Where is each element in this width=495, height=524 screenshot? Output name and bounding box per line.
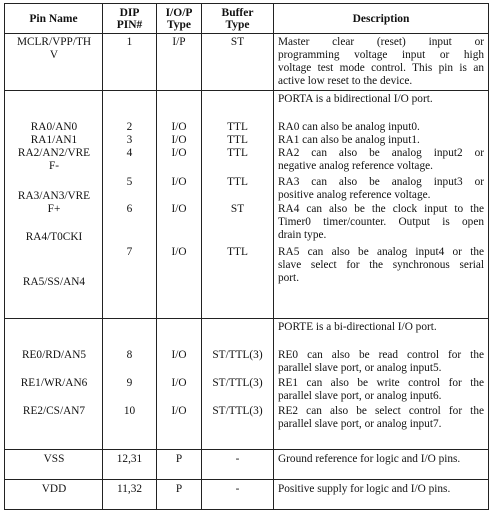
table-row-porte: [5, 319, 489, 450]
cell-buffer: -: [202, 480, 274, 510]
cell-description: Master clear (reset) input or programming voltage input or high voltage test mode control. This pin is an active low reset to the device.: [274, 34, 489, 91]
table-row-mclr: [5, 34, 489, 91]
cell-pin: 11,32: [103, 480, 157, 510]
cell-description: Ground reference for logic and I/O pins.: [274, 450, 489, 480]
cell-description: PORTE is a bi-directional I/O port. RE0 can also be read control for the parallel slave port, or analog input5. RE1 can also be write control for the parallel slave port, or analog input6. RE2 can also be select control for the parallel slave port, or analog input7.: [274, 319, 489, 450]
cell-io: I/O I/O I/O: [157, 319, 202, 450]
cell-pin: 2 3 4 5 6 7: [103, 91, 157, 319]
table-row-vss: [5, 450, 489, 480]
header-row: [5, 4, 489, 34]
header-buffer-type: Buffer Type: [202, 4, 274, 34]
cell-pin: 8 9 10: [103, 319, 157, 450]
cell-name: RA0/AN0 RA1/AN1 RA2/AN2/VRE F- RA3/AN3/VRE F+ RA4/T0CKI RA5/SS/AN4: [5, 91, 103, 319]
cell-io: I/O I/O I/O I/O I/O I/O: [157, 91, 202, 319]
cell-buffer: -: [202, 450, 274, 480]
header-io-type: I/O/P Type: [157, 4, 202, 34]
header-dip-pin: DIP PIN#: [103, 4, 157, 34]
header-description: Description: [274, 4, 489, 34]
pin-table: [4, 3, 489, 510]
cell-name: RE0/RD/AN5 RE1/WR/AN6 RE2/CS/AN7: [5, 319, 103, 450]
cell-name: MCLR/VPP/TH V: [5, 34, 103, 91]
header-pin-name: Pin Name: [5, 4, 103, 34]
cell-pin: 1: [103, 34, 157, 91]
cell-buffer: ST: [202, 34, 274, 91]
table-row-vdd: [5, 480, 489, 510]
cell-io: P: [157, 450, 202, 480]
cell-io: I/P: [157, 34, 202, 91]
cell-buffer: ST/TTL(3) ST/TTL(3) ST/TTL(3): [202, 319, 274, 450]
cell-name: VSS: [5, 450, 103, 480]
cell-description: Positive supply for logic and I/O pins.: [274, 480, 489, 510]
cell-buffer: TTL TTL TTL TTL ST TTL: [202, 91, 274, 319]
cell-description: PORTA is a bidirectional I/O port. RA0 can also be analog input0. RA1 can also be analog input1. RA2 can also be analog input2 or negative analog reference voltage. RA3 can also be analog input3 or positive analog reference voltage. RA4 can also be the clock input to the Timer0 timer/counter. Output is open drain type. RA5 can also be analog input4 or the slave select for the synchronous serial port.: [274, 91, 489, 319]
table-row-porta: [5, 91, 489, 319]
cell-io: P: [157, 480, 202, 510]
cell-name: VDD: [5, 480, 103, 510]
cell-pin: 12,31: [103, 450, 157, 480]
